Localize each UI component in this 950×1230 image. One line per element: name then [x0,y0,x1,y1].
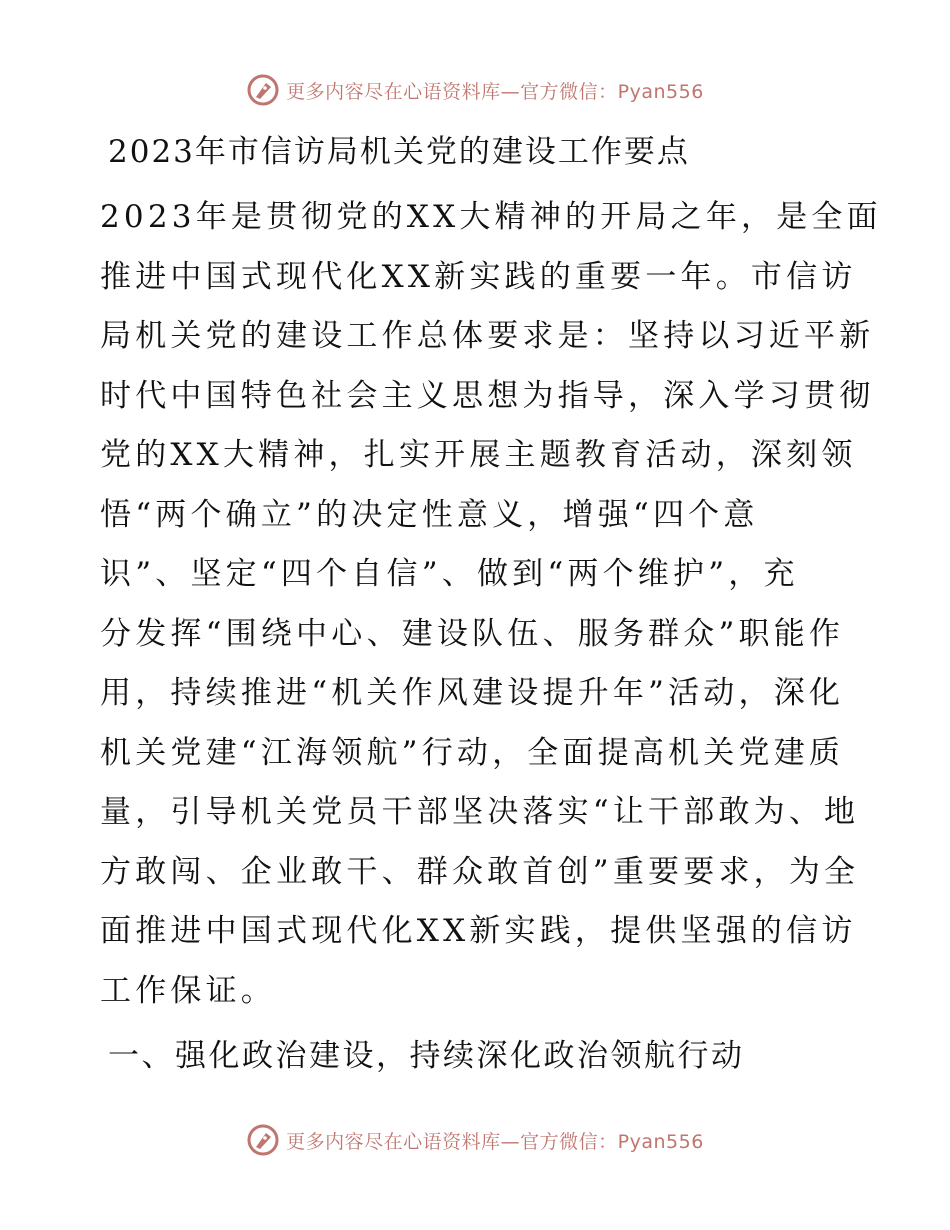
section-heading: 一、强化政治建设，持续深化政治领航行动 [108,1038,745,1074]
header-watermark [0,70,950,110]
paragraph-line: 分发挥“围绕中心、建设队伍、服务群众”职能作 [100,615,845,652]
paragraph-line: 悟“两个确立”的决定性意义，增强“四个意 [100,496,759,533]
paragraph-line: 面推进中国式现代化XX新实践，提供坚强的信访 [100,913,857,949]
paragraph-line: 识”、坚定“四个自信”、做到“两个维护”，充 [100,556,799,592]
paragraph-line: 方敢闯、企业敢干、群众敢首创”重要要求，为全 [100,853,860,890]
paragraph-line: 量，引导机关党员干部坚决落实“让干部敢为、地 [100,794,860,830]
pen-nib-logo-icon [246,73,280,107]
paragraph-line: 推进中国式现代化XX新实践的重要一年。市信访 [100,258,857,295]
watermark-text: 更多内容尽在心语资料库—官方微信：Pyan556 [286,80,704,103]
paragraph-line: 用，持续推进“机关作风建设提升年”活动，深化 [100,675,845,711]
footer-watermark [0,1120,950,1160]
paragraph-line: 工作保证。 [100,972,276,1009]
watermark-text: 更多内容尽在心语资料库—官方微信：Pyan556 [286,1130,704,1153]
paragraph-line: 党的XX大精神，扎实开展主题教育活动，深刻领 [100,437,857,473]
document-title: 2023年市信访局机关党的建设工作要点 [108,134,690,170]
paragraph-line: 2023年是贯彻党的XX大精神的开局之年，是全面 [100,199,882,235]
paragraph-line: 机关党建“江海领航”行动，全面提高机关党建质 [100,734,845,771]
paragraph-line: 局机关党的建设工作总体要求是：坚持以习近平新 [100,318,875,354]
pen-nib-logo-icon [246,1123,280,1157]
intro-paragraph [100,188,882,1021]
paragraph-line: 时代中国特色社会主义思想为指导，深入学习贯彻 [100,377,875,414]
